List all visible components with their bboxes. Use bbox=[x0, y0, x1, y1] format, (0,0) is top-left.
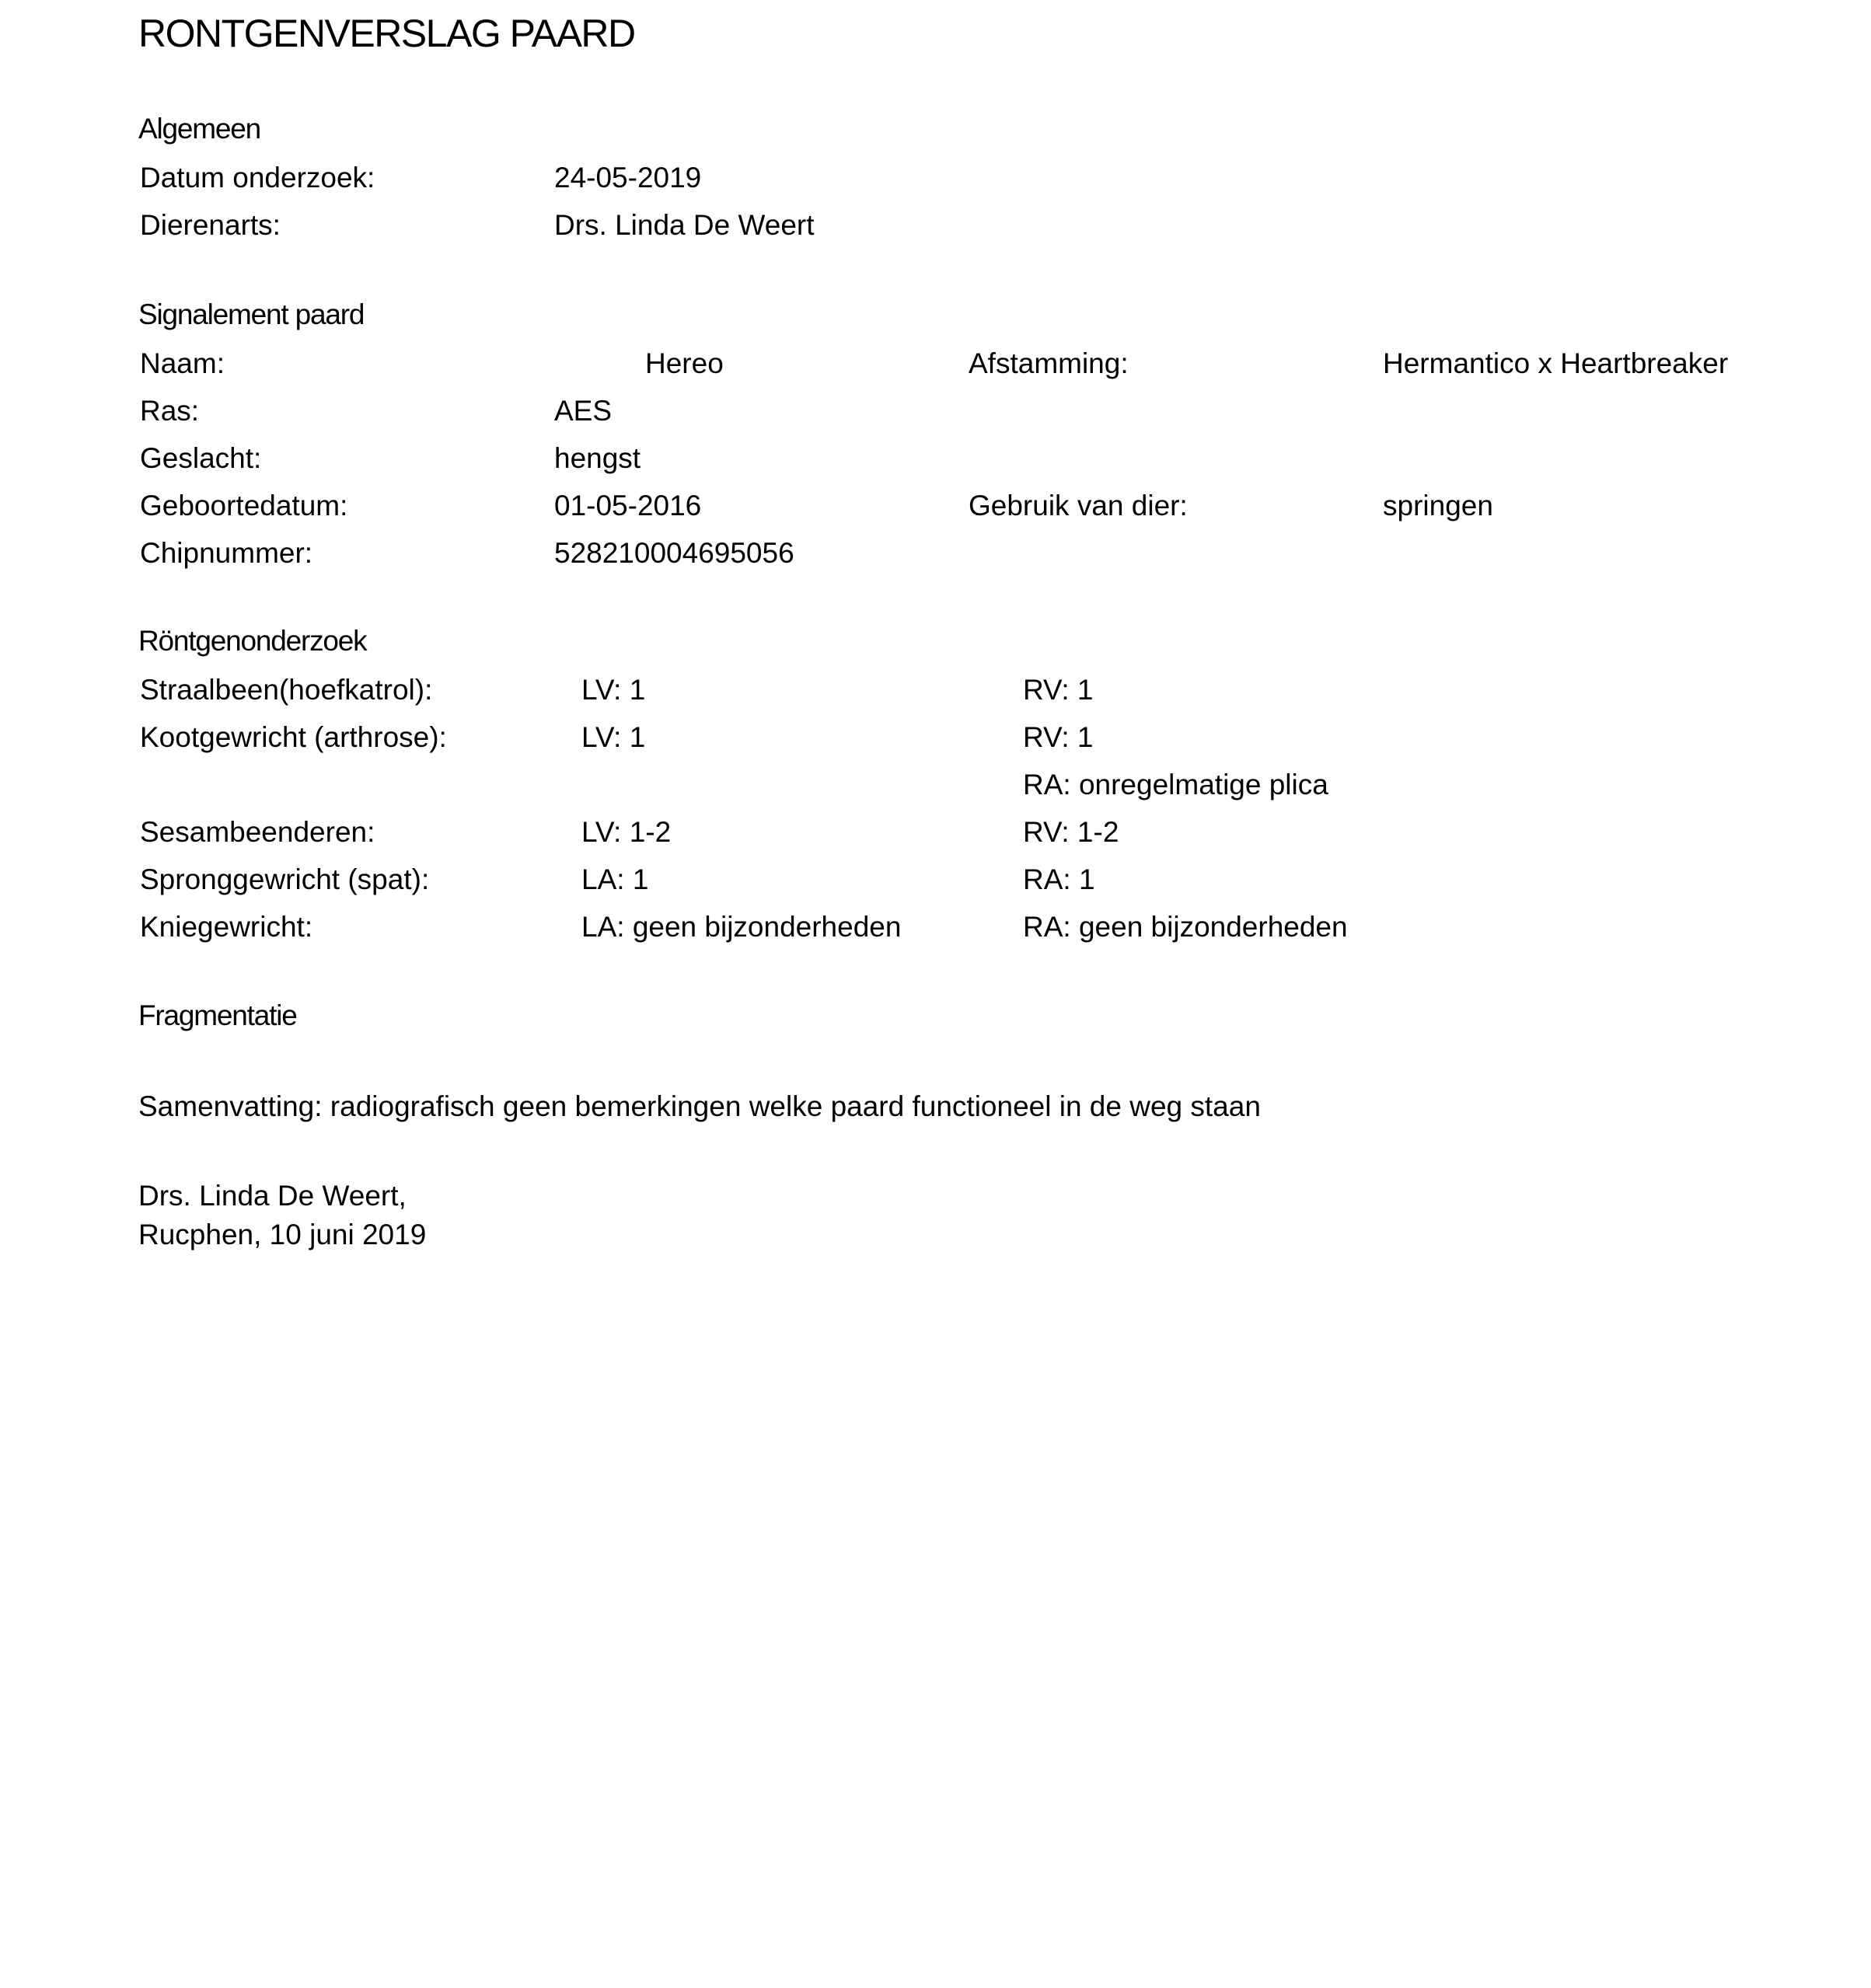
kootgewricht-left-value: LV: 1 bbox=[581, 721, 646, 753]
section-heading-algemeen: Algemeen bbox=[138, 113, 261, 145]
signature-name: Drs. Linda De Weert, bbox=[138, 1180, 407, 1212]
geslacht-value: hengst bbox=[554, 442, 641, 474]
signature-place-date: Rucphen, 10 juni 2019 bbox=[138, 1219, 427, 1250]
naam-label: Naam: bbox=[140, 347, 225, 379]
gebruik-value: springen bbox=[1383, 490, 1493, 521]
dierenarts-label: Dierenarts: bbox=[140, 209, 281, 241]
kniegewricht-label: Kniegewricht: bbox=[140, 911, 313, 943]
page-title: RONTGENVERSLAG PAARD bbox=[138, 12, 635, 55]
afstamming-label: Afstamming: bbox=[969, 347, 1129, 379]
afstamming-value: Hermantico x Heartbreaker bbox=[1383, 347, 1729, 379]
spronggewricht-right-value: RA: 1 bbox=[1023, 863, 1095, 895]
kootgewricht-right-value: RV: 1 bbox=[1023, 721, 1094, 753]
ras-label: Ras: bbox=[140, 395, 200, 427]
spronggewricht-left-value: LA: 1 bbox=[581, 863, 649, 895]
summary-text: Samenvatting: radiografisch geen bemerkingen welke paard functioneel in de weg staan bbox=[138, 1090, 1261, 1122]
kniegewricht-left-value: LA: geen bijzonderheden bbox=[581, 911, 902, 943]
dierenarts-value: Drs. Linda De Weert bbox=[554, 209, 815, 241]
ras-value: AES bbox=[554, 395, 613, 427]
gebruik-label: Gebruik van dier: bbox=[969, 490, 1188, 521]
geboortedatum-label: Geboortedatum: bbox=[140, 490, 348, 521]
chipnummer-label: Chipnummer: bbox=[140, 537, 313, 569]
naam-value: Hereo bbox=[645, 347, 724, 379]
geboortedatum-value: 01-05-2016 bbox=[554, 490, 702, 521]
kniegewricht-right-value: RA: geen bijzonderheden bbox=[1023, 911, 1348, 943]
chipnummer-value: 528210004695056 bbox=[554, 537, 794, 569]
sesambeenderen-right-value: RV: 1-2 bbox=[1023, 816, 1119, 848]
datum-onderzoek-value: 24-05-2019 bbox=[554, 162, 702, 194]
sesambeenderen-left-value: LV: 1-2 bbox=[581, 816, 672, 848]
spronggewricht-label: Spronggewricht (spat): bbox=[140, 863, 430, 895]
geslacht-label: Geslacht: bbox=[140, 442, 262, 474]
straalbeen-right-value: RV: 1 bbox=[1023, 674, 1094, 706]
straalbeen-left-value: LV: 1 bbox=[581, 674, 646, 706]
straalbeen-label: Straalbeen(hoefkatrol): bbox=[140, 674, 433, 706]
datum-onderzoek-label: Datum onderzoek: bbox=[140, 162, 375, 194]
kootgewricht-extra-value: RA: onregelmatige plica bbox=[1023, 769, 1328, 800]
sesambeenderen-label: Sesambeenderen: bbox=[140, 816, 375, 848]
kootgewricht-label: Kootgewricht (arthrose): bbox=[140, 721, 447, 753]
section-heading-signalement: Signalement paard bbox=[138, 298, 365, 330]
section-heading-fragmentatie: Fragmentatie bbox=[138, 999, 297, 1031]
section-heading-rontgenonderzoek: Röntgenonderzoek bbox=[138, 625, 367, 657]
